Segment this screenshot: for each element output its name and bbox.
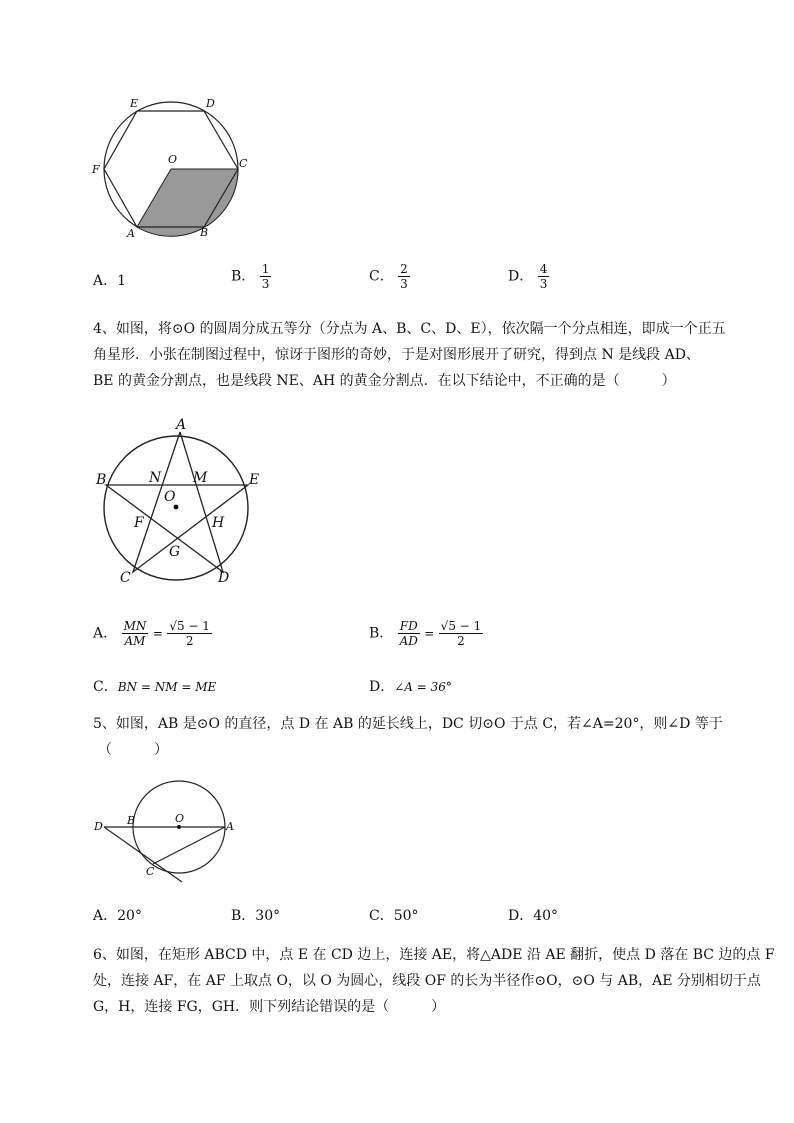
q3-option-a-value: 1 <box>117 273 127 289</box>
q4-label-n: N <box>149 470 162 486</box>
q4-option-b-lhs-den: AD <box>399 634 418 648</box>
q3-option-b-den: 3 <box>261 277 270 291</box>
q4-option-b-rhs-den: 2 <box>457 634 465 648</box>
q4-option-d-text: ∠A = 36° <box>394 680 452 694</box>
q3-option-d-num: 4 <box>539 262 548 276</box>
q4-figure <box>92 412 272 588</box>
q5-option-a-prefix: A． <box>93 908 118 924</box>
q4-line-2: 角星形．小张在制图过程中，惊讶于图形的奇妙，于是对图形展开了研究，得到点 N 是线段 AD、 <box>93 347 700 363</box>
q3-option-d-den: 3 <box>539 277 548 291</box>
q3-option-c <box>369 262 410 291</box>
q3-label-d: D <box>206 97 215 110</box>
q5-option-d <box>508 905 558 925</box>
q5-label-b: B <box>127 814 136 827</box>
q5-line-1: 5、如图，AB 是⊙O 的直径，点 D 在 AB 的延长线上，DC 切⊙O 于点 C，若∠A=20°，则∠D 等于 <box>93 716 723 732</box>
q4-label-h: H <box>212 515 225 531</box>
q6-line-2: 处，连接 AF，在 AF 上取点 O，以 O 为圆心，线段 OF 的长为半径作⊙O，⊙O 与 AB，AE 分别相切于点 <box>93 973 761 989</box>
q3-option-a-prefix: A． <box>93 273 118 289</box>
q3-option-c-num: 2 <box>400 262 408 276</box>
q4-option-c <box>93 676 216 696</box>
q3-option-c-prefix: C． <box>369 268 394 285</box>
q4-label-a: A <box>176 417 187 433</box>
q5-option-b <box>231 905 280 925</box>
q4-label-o: O <box>164 489 176 505</box>
q4-label-m: M <box>193 470 208 486</box>
q6-line-3: G，H，连接 FG，GH．则下列结论错误的是（ ） <box>93 999 446 1015</box>
q5-line-2: （ ） <box>98 742 168 758</box>
q4-option-b-rhs <box>439 619 484 648</box>
q6-line-1: 6、如图，在矩形 ABCD 中，点 E 在 CD 边上，连接 AE，将△ADE 沿 AE 翻折，使点 D 落在 BC 边的点 F <box>93 947 775 963</box>
q4-option-c-text: BN = NM = ME <box>117 680 217 694</box>
q5-option-d-value: 40° <box>533 908 559 924</box>
q3-option-d-fraction <box>538 262 550 291</box>
q3-option-b-fraction <box>260 262 272 291</box>
q4-option-a-rhs-num: √5 − 1 <box>169 619 210 633</box>
q3-label-c: C <box>239 157 248 170</box>
q4-option-b-prefix: B． <box>369 625 394 642</box>
q4-label-c: C <box>120 570 131 586</box>
q5-label-a: A <box>226 820 234 833</box>
q4-line-3: BE 的黄金分割点，也是线段 NE、AH 的黄金分割点．在以下结论中，不正确的是（ ） <box>93 373 676 389</box>
q4-option-b-rhs-num: √5 − 1 <box>440 619 482 633</box>
q3-label-f: F <box>92 163 100 176</box>
q3-option-b-prefix: B． <box>231 268 256 285</box>
q3-option-c-fraction <box>398 262 410 291</box>
q4-option-a-lhs <box>122 619 149 648</box>
q3-label-e: E <box>130 97 139 110</box>
q4-option-a-lhs-num: MN <box>123 619 147 633</box>
q3-option-c-den: 3 <box>400 277 408 291</box>
q3-option-d <box>508 262 549 291</box>
q4-option-a-prefix: A． <box>93 625 118 642</box>
q3-option-a <box>93 270 126 290</box>
q5-option-c <box>369 905 419 925</box>
q4-option-a-rhs-den: 2 <box>185 634 194 648</box>
q5-label-d: D <box>94 820 103 833</box>
q4-option-a: A． $\frac{MN}{AM}$ = $\frac{√5 - 1}{2}$ <box>93 619 210 648</box>
q4-option-a-lhs-den: AM <box>124 634 146 648</box>
q5-option-c-value: 50° <box>393 908 419 924</box>
q3-option-d-prefix: D． <box>508 268 534 285</box>
q5-figure <box>90 778 240 886</box>
q5-label-c: C <box>146 865 155 878</box>
q4-option-d-prefix: D． <box>369 679 395 695</box>
q4-option-b: B． $\frac{FD}{AD}$ = $\frac{√5 - 1}{2}$ <box>369 619 482 648</box>
q5-option-b-prefix: B． <box>231 908 256 924</box>
q3-label-o: O <box>168 153 178 166</box>
q5-option-c-prefix: C． <box>369 908 394 924</box>
q5-option-a <box>93 905 142 925</box>
q4-option-b-lhs-num: FD <box>399 619 418 633</box>
q4-option-b-lhs <box>398 619 420 648</box>
q3-option-b <box>231 262 271 291</box>
q4-label-g: G <box>169 544 181 560</box>
q5-label-o: O <box>175 812 185 825</box>
q5-option-a-value: 20° <box>117 908 142 924</box>
q5-option-d-prefix: D． <box>508 908 534 924</box>
q3-label-b: B <box>200 226 209 239</box>
q4-label-b: B <box>96 472 107 488</box>
q4-option-c-prefix: C． <box>93 679 118 695</box>
q3-label-a: A <box>127 227 135 240</box>
q3-option-b-num: 1 <box>261 262 270 276</box>
q4-label-d: D <box>218 570 230 586</box>
q4-label-e: E <box>249 472 260 488</box>
q4-option-a-rhs <box>167 619 212 648</box>
q5-option-b-value: 30° <box>255 908 281 924</box>
q3-figure <box>88 92 258 242</box>
q4-label-f: F <box>134 515 144 531</box>
q4-option-d <box>369 676 452 696</box>
q4-line-1: 4、如图，将⊙O 的圆周分成五等分（分点为 A、B、C、D、E），依次隔一个分点相连，即成一个正五 <box>93 321 726 337</box>
